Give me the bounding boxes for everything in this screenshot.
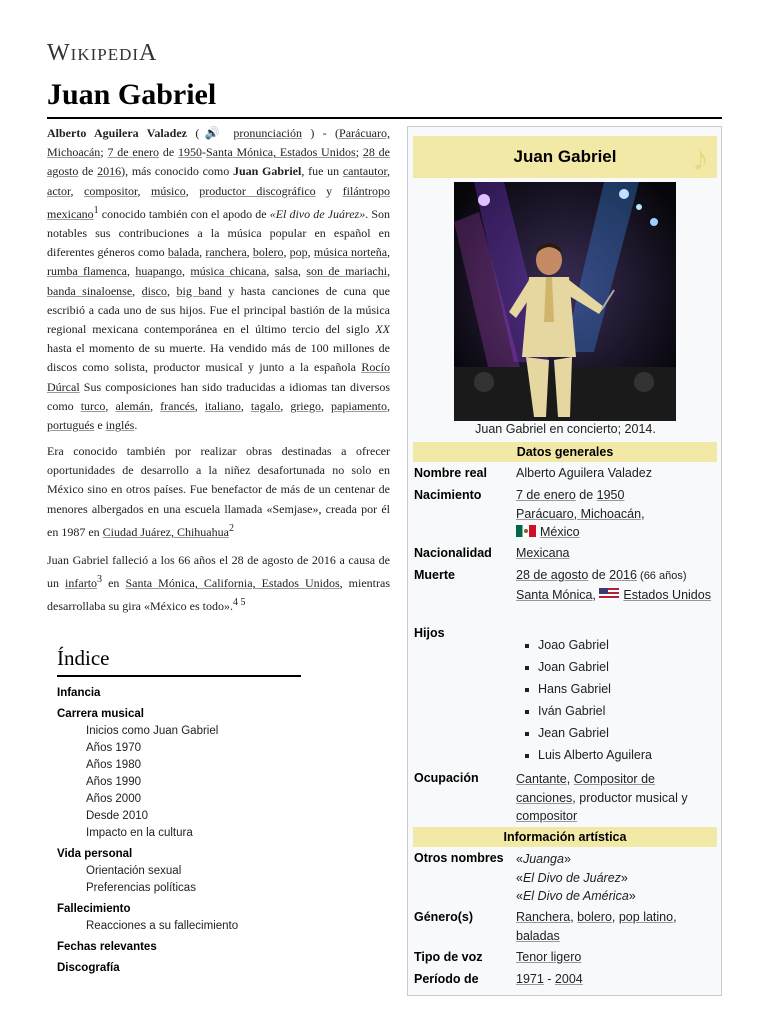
usa-flag-icon (599, 588, 619, 600)
link-language[interactable]: portugués (47, 418, 95, 433)
reference-2[interactable]: 2 (228, 522, 234, 534)
text: de (588, 568, 610, 582)
toc-subitem[interactable]: Años 2000 (86, 793, 141, 805)
link-birth-date[interactable]: 7 de enero (107, 145, 160, 160)
link-compositor-canciones[interactable]: Compositor de canciones (516, 772, 655, 805)
link-genre[interactable]: huapango (135, 264, 182, 279)
text: , mientras desarrollaba su gira «México es todo». (47, 576, 390, 614)
value-nombre-real: Alberto Aguilera Valadez (516, 466, 652, 480)
toc-subitem[interactable]: Años 1970 (86, 742, 141, 754)
text: hasta el momento de su muerte. Ha vendido más de 100 millones de discos como solista, productor musical y junto a la española (47, 341, 390, 375)
infobox-title-text: Juan Gabriel (513, 147, 617, 166)
link-genre[interactable]: balada (167, 245, 200, 260)
link-ciudad-juarez[interactable]: Ciudad Juárez, Chihuahua (102, 524, 229, 539)
list-item-child: Jean Gabriel (516, 722, 716, 744)
page-title: Juan Gabriel (47, 78, 217, 111)
text: e (94, 418, 106, 433)
link-santa-monica[interactable]: Santa Mónica, (516, 587, 596, 602)
text: conocido también con el apodo de (98, 206, 270, 221)
toc-subitem[interactable]: Desde 2010 (86, 810, 149, 822)
link-language[interactable]: turco (80, 398, 106, 413)
toc-subitem[interactable]: Años 1980 (86, 759, 141, 771)
toc-subitem[interactable]: Reacciones a su fallecimiento (86, 920, 239, 932)
label-periodo: Período de (414, 972, 479, 986)
toc-item-fallecimiento[interactable]: Fallecimiento (57, 903, 131, 915)
label-nacionalidad: Nacionalidad (414, 546, 492, 560)
reference-1[interactable]: 1 (93, 204, 99, 216)
link-genre[interactable]: banda sinaloense (47, 283, 133, 298)
infobox (407, 126, 722, 996)
link-role[interactable]: actor (47, 183, 71, 198)
link-birth-place[interactable]: Parácuaro, Michoacán (47, 126, 390, 160)
link-genre[interactable]: baladas (516, 928, 560, 943)
label-genero: Género(s) (414, 910, 474, 924)
text: , fue un (301, 164, 343, 179)
link-language[interactable]: alemán (115, 398, 151, 413)
list-item-child: Luis Alberto Aguilera (516, 744, 716, 766)
link-genre[interactable]: son de mariachi (306, 264, 388, 279)
link-role[interactable]: cantautor (342, 164, 388, 179)
link-birth-year[interactable]: 1950 (177, 145, 202, 160)
wikipedia-wordmark[interactable]: WikipediA (47, 40, 158, 66)
toc-item-carrera-musical[interactable]: Carrera musical (57, 708, 144, 720)
link-genre[interactable]: Ranchera (516, 910, 571, 924)
stage-name: Juan Gabriel (232, 164, 302, 179)
pronunciation-link[interactable]: pronunciación (233, 126, 302, 140)
toc-item-vida-personal[interactable]: Vida personal (57, 848, 133, 860)
link-role[interactable]: filántropo (342, 183, 390, 198)
intro-paragraph: Alberto Aguilera Valadez (🔊 pronunciación ) - (Parácuaro, Michoacán; 7 de enero de 1950-Santa Mónica, Estados Unidos; 28 de agosto de 2016), más conocido como Juan Gabriel, fue un cantautor, actor, compositor, músico, productor discográfico y filántropo mexicano$^1$ conocido también con el apodo de «El divo de Juárez». Son notables sus contribuciones a la música popular en español en diferentes géneros como balada, ranchera, bolero, pop, música norteña, rumba flamenca, huapango, música chicana, salsa, son de mariachi, banda sinaloense, disco, big band y hasta canciones de cuna que escribió a cada uno de sus hijos. Fue el principal bastión de la música regional mexicana contemporánea en el último tercio del siglo XX hasta el momento de su muerte. Ha vendido más de 100 millones de discos como solista, productor musical y junto a la española Rocío Dúrcal Sus composiciones han sido traducidas a idiomas tan diversos como turco, alemán, francés, italiano, tagalo, griego, papiamento, portugués e inglés. (47, 126, 391, 433)
value-muerte (516, 566, 716, 604)
alias: El Divo de América (522, 889, 629, 903)
text: de (159, 145, 178, 160)
link-role[interactable]: productor discográfico (199, 183, 316, 198)
link-year-end[interactable]: 2004 (554, 972, 583, 986)
link-death-date[interactable]: 28 de agosto (516, 568, 589, 582)
label-muerte: Muerte (414, 568, 455, 582)
table-of-contents (57, 646, 301, 977)
link-death-location[interactable]: Santa Mónica, California, Estados Unidos (125, 576, 340, 591)
paragraph-charity (47, 442, 390, 542)
toc-title: Índice (57, 646, 301, 677)
link-genre[interactable]: salsa (274, 264, 299, 279)
link-role[interactable]: músico (151, 183, 186, 198)
music-note-icon: ♪ (692, 140, 709, 178)
text: ), más conocido como (121, 164, 233, 179)
text: - (201, 145, 206, 160)
text: de (575, 488, 597, 502)
title-divider (47, 117, 722, 119)
label-nacimiento: Nacimiento (414, 488, 482, 502)
toc-item-infancia[interactable]: Infancia (57, 687, 101, 699)
link-genre[interactable]: música chicana (190, 264, 267, 279)
list-item-child: Hans Gabriel (516, 678, 716, 700)
century: XX (375, 322, 390, 337)
link-language[interactable]: francés (160, 398, 195, 413)
link-language[interactable]: griego (290, 398, 321, 413)
toc-subitem[interactable]: Inicios como Juan Gabriel (86, 725, 219, 737)
full-name: Alberto Aguilera Valadez (47, 126, 188, 140)
concert-photo (454, 182, 676, 421)
text: , productor musical y (572, 790, 688, 805)
value-nacionalidad (516, 544, 716, 563)
section-header-informacion-artistica: Información artística (413, 827, 717, 847)
value-hijos (516, 634, 716, 766)
link-language[interactable]: tagalo (250, 398, 281, 413)
alias: El Divo de Juárez (522, 870, 621, 885)
list-item-child: Joao Gabriel (516, 634, 716, 656)
text: ; (100, 145, 108, 160)
label-ocupacion: Ocupación (414, 771, 479, 785)
link-death-place[interactable]: Santa Mónica, Estados Unidos (205, 145, 356, 160)
toc-item-fechas-relevantes[interactable]: Fechas relevantes (57, 941, 157, 953)
value-ocupacion: Cantante, Compositor de canciones, productor musical y compositor (516, 772, 688, 823)
link-genre[interactable]: disco (141, 283, 168, 298)
link-genre[interactable]: rumba flamenca (47, 264, 127, 279)
link-infarto[interactable]: infarto (65, 576, 98, 591)
link-birth-date[interactable]: 7 de enero (516, 488, 576, 502)
text: de (78, 164, 98, 179)
reference-4-5[interactable]: 4 5 (232, 597, 246, 609)
text: Sus composiciones han sido traducidas a idiomas tan diversos como (47, 379, 390, 413)
label-nombre-real: Nombre real (414, 466, 487, 480)
text: ) - ( (302, 126, 340, 140)
value-otros-nombres: «Juanga» «El Divo de Juárez» «El Divo de América» (516, 852, 636, 903)
link-language[interactable]: papiamento (331, 398, 388, 413)
value-tipo-de-voz (516, 948, 716, 967)
reference-3[interactable]: 3 (97, 574, 103, 586)
link-nationality[interactable]: mexicano (47, 206, 94, 221)
text: y hasta canciones de cuna que escribió a cada uno de sus hijos. Fue el principal bastión de la música regional mexicana contemporánea en el último tercio del siglo (47, 283, 391, 337)
link-language[interactable]: italiano (204, 398, 241, 413)
link-tenor-ligero[interactable]: Tenor ligero (516, 950, 582, 964)
link-death-year[interactable]: 2016 (609, 568, 637, 582)
link-compositor[interactable]: compositor (516, 809, 578, 823)
infobox-title (413, 136, 717, 178)
text: Juan Gabriel falleció a los 66 años el 28 de agosto de 2016 a causa de un (47, 553, 390, 591)
link-genre[interactable]: bolero (577, 910, 612, 924)
text: Era conocido también por realizar obras destinadas a ofrecer oportunidades de desarrollo a la niñez desafortunada no solo en México sino en otros países. Fue benefactor de más de un centenar de menores albergados en una escuela llamada «Semjase», creada por él en 1987 en (47, 444, 390, 539)
alias: Juanga (522, 852, 564, 866)
link-mexico[interactable]: México (540, 525, 580, 539)
toc-subitem[interactable]: Años 1990 (86, 776, 141, 788)
text: - (543, 972, 555, 986)
label-hijos: Hijos (414, 626, 445, 640)
list-item-child: Iván Gabriel (516, 700, 716, 722)
death-age: (66 años) (636, 570, 687, 582)
link-role[interactable]: compositor (84, 183, 138, 198)
link-cantante[interactable]: Cantante (516, 772, 567, 786)
value-genero: Ranchera, bolero, pop latino, baladas (516, 910, 677, 943)
link-death-year[interactable]: 2016 (97, 164, 122, 179)
link-year-start[interactable]: 1971 (516, 972, 544, 986)
section-header-datos-generales: Datos generales (413, 442, 717, 462)
link-rocio-durcal[interactable]: Rocío Dúrcal (47, 360, 390, 394)
photo-caption: Juan Gabriel en concierto; 2014. (475, 422, 656, 436)
link-death-date[interactable]: 28 de agosto (47, 145, 390, 179)
value-nacimiento (516, 486, 716, 542)
link-birth-year[interactable]: 1950 (596, 488, 625, 502)
infobox-photo[interactable] (454, 182, 676, 421)
toc-subitem[interactable]: Orientación sexual (86, 865, 182, 877)
link-genre[interactable]: bolero (252, 245, 284, 260)
list-item-child: Joan Gabriel (516, 656, 716, 678)
link-genre[interactable]: big band (176, 283, 222, 298)
link-birth-place[interactable]: Parácuaro, Michoacán, (516, 506, 645, 521)
toc-subitem[interactable]: Impacto en la cultura (86, 827, 193, 839)
label-tipo-de-voz: Tipo de voz (414, 950, 483, 964)
value-periodo (516, 970, 716, 989)
nickname: «El divo de Juárez» (269, 206, 366, 221)
toc-item-discografia[interactable]: Discografía (57, 962, 120, 974)
link-language[interactable]: inglés (105, 418, 135, 433)
link-estados-unidos[interactable]: Estados Unidos (623, 587, 711, 602)
mexico-flag-icon (516, 525, 536, 537)
link-genre[interactable]: música norteña (313, 245, 388, 260)
text: en (102, 576, 126, 591)
link-genre[interactable]: ranchera (205, 245, 247, 260)
toc-subitem[interactable]: Preferencias políticas (86, 882, 196, 894)
text: ; (355, 145, 363, 160)
link-mexicana[interactable]: Mexicana (516, 546, 570, 560)
link-genre[interactable]: pop latino (618, 910, 674, 924)
text: . Son notables sus contribuciones a la música popular en español en diferentes géneros como (47, 206, 390, 260)
text: . (134, 418, 138, 433)
label-otros-nombres: Otros nombres (414, 851, 504, 865)
speaker-icon[interactable]: 🔊 (199, 126, 225, 140)
paragraph-death (47, 551, 390, 617)
link-genre[interactable]: pop (289, 245, 308, 260)
